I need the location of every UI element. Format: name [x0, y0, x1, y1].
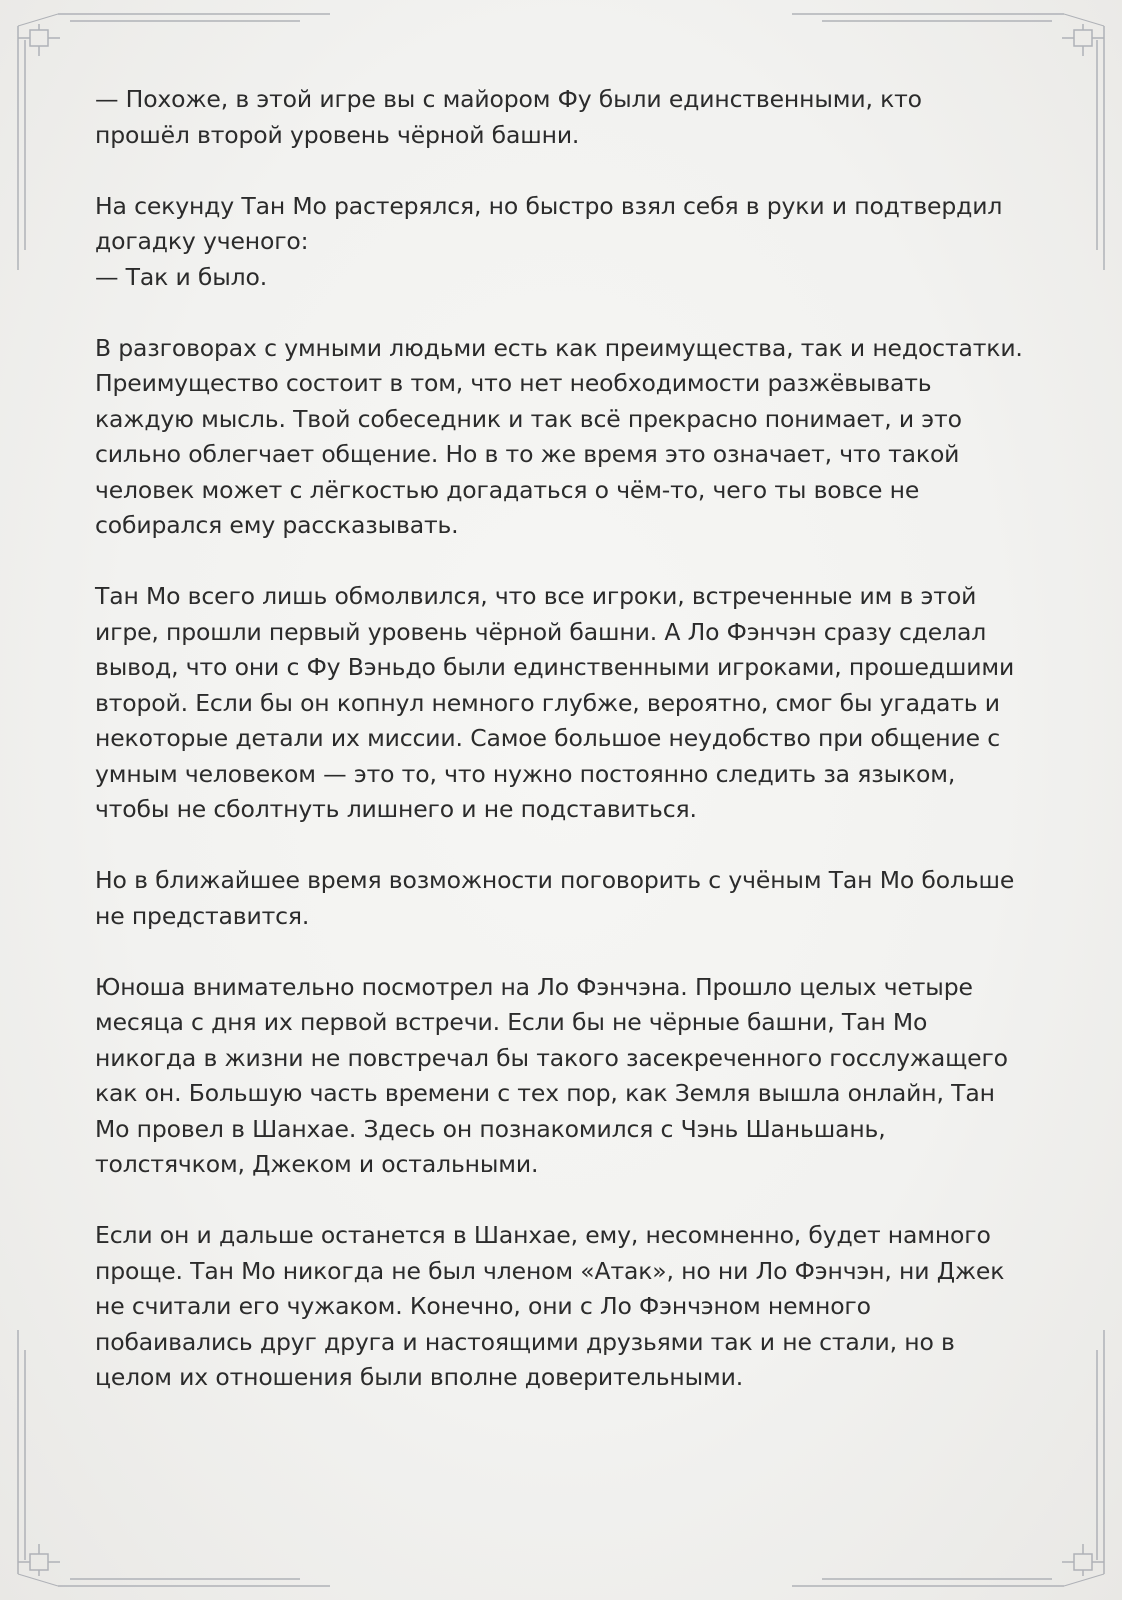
- story-text: [95, 82, 1030, 1431]
- text-line: Если он и дальше останется в Шанхае, ему, несомненно, будет намного: [95, 1221, 991, 1249]
- text-line: побаивались друг друга и настоящими друзьями так и не стали, но в: [95, 1327, 955, 1356]
- text-line: не считали его чужаком. Конечно, они с Ло Фэнчэном немного: [95, 1292, 871, 1320]
- paragraph-2: [95, 189, 1030, 296]
- text-line: не представится.: [95, 901, 310, 930]
- text-line: каждую мысль. Твой собеседник и так всё прекрасно понимает, и это: [95, 404, 962, 433]
- text-line: никогда в жизни не повстречал бы такого засекреченного госслужащего: [95, 1043, 1008, 1072]
- text-line: некоторые детали их миссии. Самое большое неудобство при общение с: [95, 724, 1001, 752]
- text-line: вывод, что они с Фу Вэньдо были единственными игроками, прошедшими: [95, 653, 1015, 681]
- text-line: На секунду Тан Мо растерялся, но быстро взял себя в руки и подтвердил: [95, 191, 1003, 220]
- text-line: догадку ученого:: [95, 227, 309, 255]
- text-line: второй. Если бы он копнул немного глубже, вероятно, смог бы угадать и: [95, 688, 1000, 717]
- paragraph-3: [95, 331, 1030, 544]
- text-line: Преимущество состоит в том, что нет необходимости разжёвывать: [95, 369, 932, 397]
- text-line: месяца с дня их первой встречи. Если бы не чёрные башни, Тан Мо: [95, 1008, 928, 1036]
- paragraph-7: [95, 1218, 1030, 1396]
- text-line: целом их отношения были вполне доверительными.: [95, 1363, 744, 1391]
- paragraph-1: [95, 82, 1030, 153]
- paragraph-5: [95, 863, 1030, 934]
- text-line: сильно облегчает общение. Но в то же время это означает, что такой: [95, 440, 960, 468]
- text-line: прошёл второй уровень чёрной башни.: [95, 120, 580, 149]
- text-line: — Похоже, в этой игре вы с майором Фу были единственными, кто: [95, 85, 922, 113]
- text-line: человек может с лёгкостью догадаться о чём-то, чего ты вовсе не: [95, 475, 920, 504]
- text-line: толстячком, Джеком и остальными.: [95, 1150, 539, 1178]
- text-line: — Так и было.: [95, 262, 268, 291]
- text-line: чтобы не сболтнуть лишнего и не подставиться.: [95, 795, 697, 823]
- paragraph-4: [95, 579, 1030, 828]
- text-line: умным человеком — это то, что нужно постоянно следить за языком,: [95, 759, 956, 788]
- text-line: Но в ближайшее время возможности поговорить с учёным Тан Мо больше: [95, 866, 1015, 894]
- text-line: собирался ему рассказывать.: [95, 511, 459, 539]
- text-line: игре, прошли первый уровень чёрной башни. А Ло Фэнчэн сразу сделал: [95, 617, 987, 646]
- paragraph-6: [95, 970, 1030, 1183]
- text-line: проще. Тан Мо никогда не был членом «Атак», но ни Ло Фэнчэн, ни Джек: [95, 1256, 1005, 1285]
- text-line: В разговорах с умными людьми есть как преимущества, так и недостатки.: [95, 333, 1023, 362]
- text-line: Мо провел в Шанхае. Здесь он познакомился с Чэнь Шаньшань,: [95, 1114, 886, 1143]
- text-line: Тан Мо всего лишь обмолвился, что все игроки, встреченные им в этой: [95, 582, 977, 610]
- text-line: Юноша внимательно посмотрел на Ло Фэнчэна. Прошло целых четыре: [95, 972, 973, 1001]
- text-line: как он. Большую часть времени с тех пор, как Земля вышла онлайн, Тан: [95, 1079, 995, 1107]
